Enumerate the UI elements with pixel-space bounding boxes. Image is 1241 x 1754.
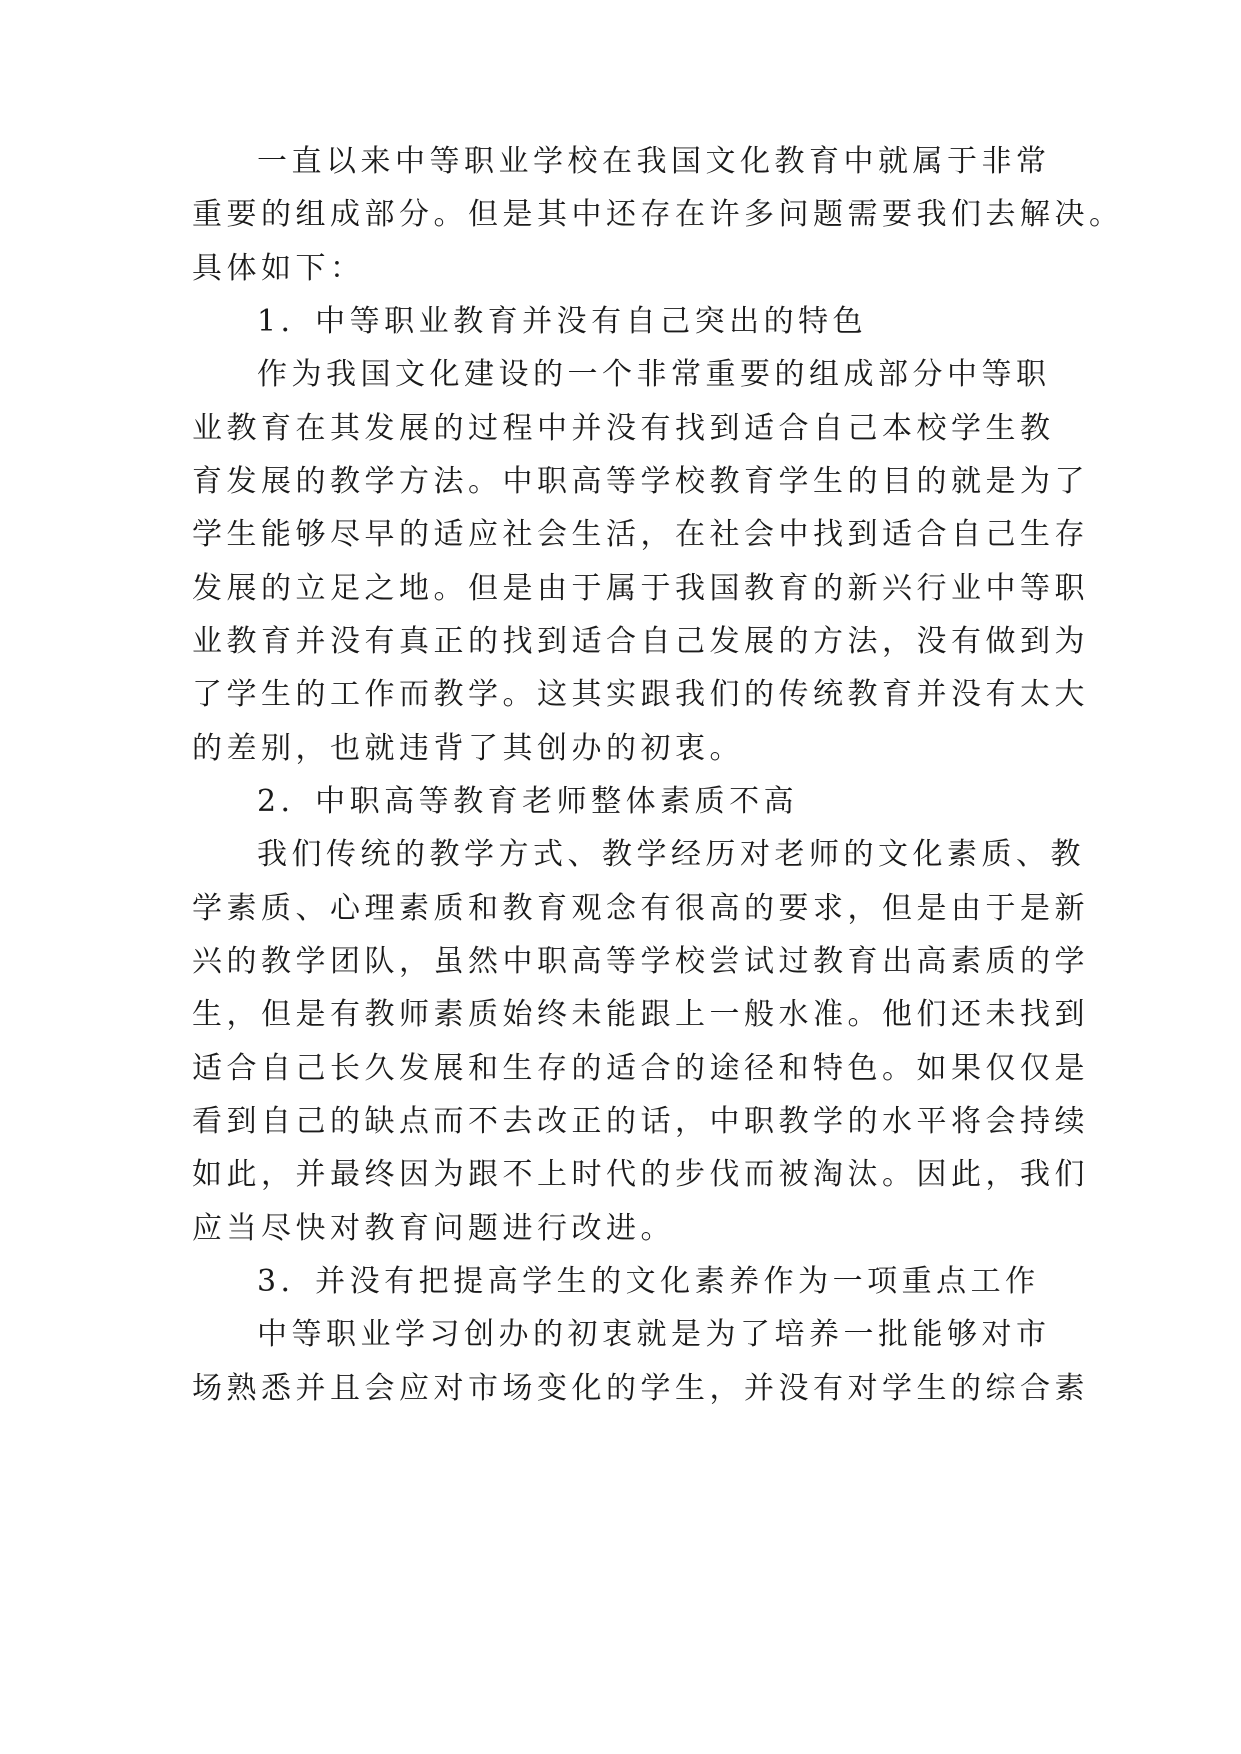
section-heading-2: 2．中职高等教育老师整体素质不高 (257, 784, 799, 819)
section-heading-1: 1．中等职业教育并没有自己突出的特色 (257, 304, 868, 339)
paragraph-2-line-3: 兴的教学团队，虽然中职高等学校尝试过教育出高素质的学 (192, 944, 1089, 979)
paragraph-2-line-4: 生，但是有教师素质始终未能跟上一般水准。他们还未找到 (192, 997, 1089, 1032)
paragraph-2-line-5: 适合自己长久发展和生存的适合的途径和特色。如果仅仅是 (192, 1051, 1089, 1086)
paragraph-1-line-4: 学生能够尽早的适应社会生活，在社会中找到适合自己生存 (192, 517, 1089, 552)
paragraph-2-line-2: 学素质、心理素质和教育观念有很高的要求，但是由于是新 (192, 891, 1089, 926)
paragraph-1-line-5: 发展的立足之地。但是由于属于我国教育的新兴行业中等职 (192, 571, 1089, 606)
section-heading-3: 3．并没有把提高学生的文化素养作为一项重点工作 (257, 1264, 1040, 1299)
paragraph-1-line-2: 业教育在其发展的过程中并没有找到适合自己本校学生教 (192, 411, 1055, 446)
paragraph-1-line-1: 作为我国文化建设的一个非常重要的组成部分中等职 (257, 357, 1051, 392)
paragraph-1-line-7: 了学生的工作而教学。这其实跟我们的传统教育并没有太大 (192, 677, 1089, 712)
paragraph-intro-line-3: 具体如下： (192, 251, 365, 286)
paragraph-intro-line-2: 重要的组成部分。但是其中还存在许多问题需要我们去解决。 (192, 197, 1124, 232)
paragraph-1-line-6: 业教育并没有真正的找到适合自己发展的方法，没有做到为 (192, 624, 1089, 659)
paragraph-2-line-7: 如此，并最终因为跟不上时代的步伐而被淘汰。因此，我们 (192, 1157, 1089, 1192)
paragraph-2-line-1: 我们传统的教学方式、教学经历对老师的文化素质、教 (257, 837, 1085, 872)
paragraph-intro-line-1: 一直以来中等职业学校在我国文化教育中就属于非常 (257, 144, 1051, 179)
paragraph-3-line-1: 中等职业学习创办的初衷就是为了培养一批能够对市 (257, 1317, 1051, 1352)
paragraph-1-line-3: 育发展的教学方法。中职高等学校教育学生的目的就是为了 (192, 464, 1089, 499)
paragraph-2-line-6: 看到自己的缺点而不去改正的话，中职教学的水平将会持续 (192, 1104, 1089, 1139)
paragraph-3-line-2: 场熟悉并且会应对市场变化的学生，并没有对学生的综合素 (192, 1371, 1089, 1406)
paragraph-2-line-8: 应当尽快对教育问题进行改进。 (192, 1211, 675, 1246)
paragraph-1-line-8: 的差别，也就违背了其创办的初衷。 (192, 731, 744, 766)
